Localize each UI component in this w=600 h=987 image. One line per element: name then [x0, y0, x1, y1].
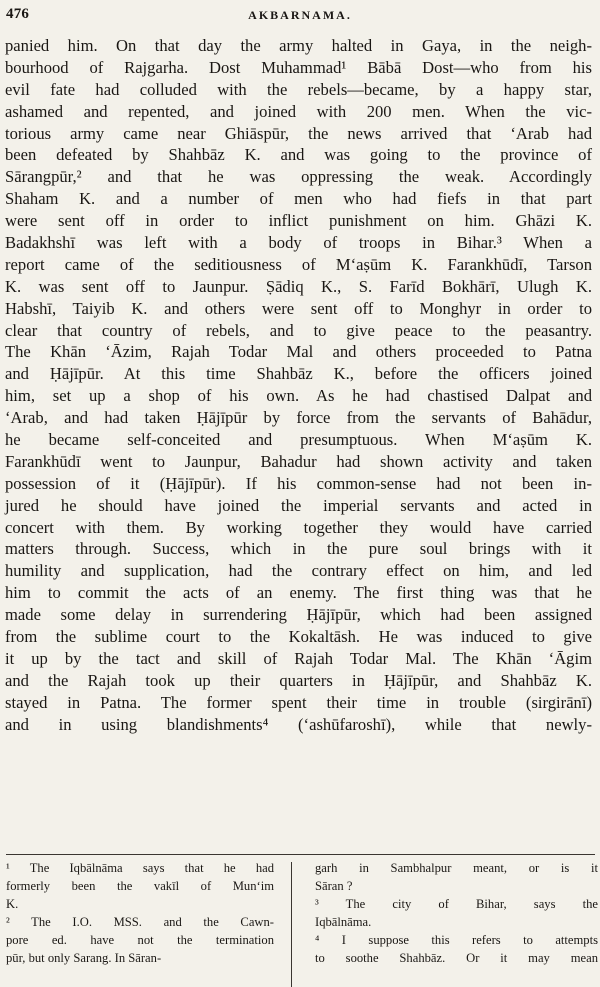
- body-line: and the Rajah took up their quarters in Ḥājīpūr, and Shahbāz K.: [5, 670, 592, 690]
- body-line: concert with them. By working together they would have carried: [5, 517, 592, 537]
- body-line: report came of the seditiousness of M‘aṣūm K. Farankhūdī, Tarson: [5, 254, 592, 274]
- body-line: Farankhūdī went to Jaunpur, Bahadur had shown activity and taken: [5, 451, 592, 471]
- body-line: panied him. On that day the army halted in Gaya, in the neigh-: [5, 36, 592, 55]
- footnote-line: ⁴ I suppose this refers to attempts: [315, 933, 598, 947]
- body-line: from the sublime court to the Kokaltāsh. He was induced to give: [5, 627, 592, 647]
- footnote-line: pūr, but only Sarang. In Sāran-: [6, 951, 162, 965]
- body-line: humility and supplication, had the contrary effect on him, and led: [5, 561, 592, 581]
- body-line: Habshī, Taiyib K. and others were sent off to Monghyr in order to: [5, 298, 592, 318]
- body-line: Shaham K. and a number of men who had fiefs in that part: [5, 189, 592, 209]
- body-line: and Ḥājīpūr. At this time Shahbāz K., before the officers joined: [5, 364, 592, 384]
- footnote-line: garh in Sambhalpur meant, or is it: [315, 861, 598, 875]
- body-text: [0, 35, 600, 736]
- body-line: Sārangpūr,² and that he was oppressing the weak. Accordingly: [5, 167, 592, 187]
- footnote-rule: [6, 854, 595, 855]
- body-line: and in using blandishments⁴ (‘ashūfaroshī), while that newly-: [5, 714, 592, 734]
- body-line: bourhood of Rajgarha. Dost Muhammad¹ Bābā Dost—who from his: [5, 57, 592, 77]
- footnote-line: to soothe Shahbāz. Or it may mean: [315, 951, 598, 965]
- body-line: possession of it (Ḥājīpūr). If his common-sense had not been in-: [5, 473, 592, 493]
- page-number: 476: [6, 6, 30, 22]
- footnote-line: pore ed. have not the termination: [6, 933, 274, 947]
- body-line: ashamed and repented, and joined with 200 men. When the vic-: [5, 101, 592, 121]
- footnotes-right-column: [315, 859, 598, 967]
- footnote-line: Sāran ?: [315, 879, 353, 893]
- body-line: were sent off in order to inflict punishment on him. Ghāzi K.: [5, 211, 592, 231]
- footnote-line: ³ The city of Bihar, says the: [315, 897, 598, 911]
- body-line: jured he should have joined the imperial servants and acted in: [5, 495, 592, 515]
- page-header: [0, 6, 600, 28]
- footnotes: [0, 859, 600, 987]
- footnote-line: Iqbālnāma.: [315, 915, 372, 929]
- body-line: him to commit the acts of an enemy. The first thing was that he: [5, 583, 592, 603]
- body-line: torious army came near Ghiāspūr, the news arrived that ‘Arab had: [5, 123, 592, 143]
- body-line: it up by the tact and skill of Rajah Todar Mal. The Khān ‘Āgim: [5, 648, 592, 668]
- footnote-line: ¹ The Iqbālnāma says that he had: [6, 861, 274, 875]
- footnotes-left-column: [6, 859, 274, 967]
- body-line: stayed in Patna. The former spent their time in trouble (sirgirānī): [5, 692, 592, 712]
- body-line: The Khān ‘Āzim, Rajah Todar Mal and others proceeded to Patna: [5, 342, 592, 362]
- body-line: evil fate had colluded with the rebels—became, by a happy star,: [5, 79, 592, 99]
- body-line: him, set up a shop of his own. As he had chastised Dalpat and: [5, 386, 592, 406]
- body-line: been defeated by Shahbāz K. and was going to the province of: [5, 145, 592, 165]
- body-line: he became self-conceited and presumptuous. When M‘aṣūm K.: [5, 430, 592, 450]
- body-line: clear that country of rebels, and to give peace to the peasantry.: [5, 320, 592, 340]
- body-line: ‘Arab, and had taken Ḥājīpūr by force from the servants of Bahādur,: [5, 408, 592, 428]
- footnote-line: K.: [6, 897, 19, 911]
- body-line: Badakhshī was left with a body of troops in Bihar.³ When a: [5, 233, 592, 253]
- footnote-line: formerly been the vakīl of Mun‘im: [6, 879, 274, 893]
- body-line: matters through. Success, which in the pure soul brings with it: [5, 539, 592, 559]
- footnote-line: ² The I.O. MSS. and the Cawn-: [6, 915, 274, 929]
- running-title: AKBARNAMA.: [248, 8, 352, 22]
- body-line: K. was sent off to Jaunpur. Ṣādiq K., S. Farīd Bokhārī, Ulugh K.: [5, 276, 592, 296]
- body-line: made some delay in surrendering Ḥājīpūr, which had been assigned: [5, 605, 592, 625]
